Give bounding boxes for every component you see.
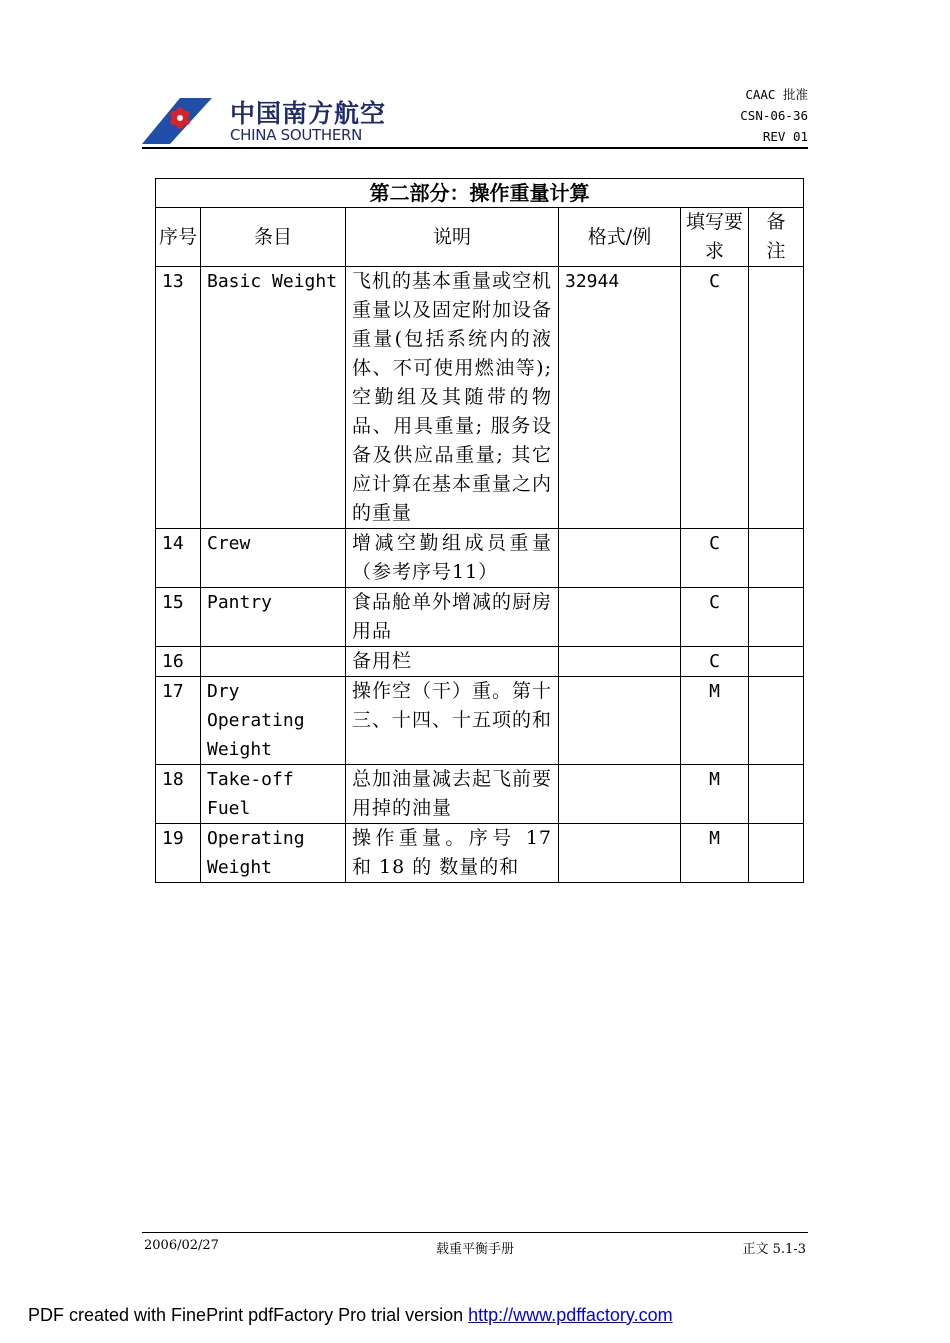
table-header-row: [156, 208, 804, 267]
approval-label: CAAC 批准: [745, 87, 808, 102]
cell-format: [559, 765, 681, 824]
cell-requirement: M: [681, 677, 749, 765]
cell-description: 增减空勤组成员重量（参考序号11）: [346, 529, 559, 588]
logo-english-name: CHINA SOUTHERN: [230, 126, 363, 144]
cell-note: [749, 588, 804, 647]
table-row: [156, 588, 804, 647]
cell-item: Take-off Fuel: [201, 765, 346, 824]
cell-item: Operating Weight: [201, 824, 346, 883]
document-code: CSN-06-36: [740, 108, 808, 123]
cell-seq: 13: [156, 267, 201, 529]
cell-format: [559, 529, 681, 588]
cell-requirement: C: [681, 529, 749, 588]
page-footer: [142, 1238, 808, 1258]
footer-divider: [142, 1232, 808, 1233]
header-divider: [142, 147, 808, 149]
table-row: [156, 267, 804, 529]
page-header: [142, 88, 808, 148]
table-row: [156, 765, 804, 824]
logo-chinese-name: 中国南方航空: [230, 99, 387, 128]
table-row: [156, 824, 804, 883]
footer-manual-title: 载重平衡手册: [435, 1242, 514, 1257]
operating-weight-table: [155, 178, 804, 883]
cell-requirement: M: [681, 765, 749, 824]
cell-item: Basic Weight: [201, 267, 346, 529]
cell-note: [749, 824, 804, 883]
cell-seq: 19: [156, 824, 201, 883]
cell-description: 食品舱单外增减的厨房用品: [346, 588, 559, 647]
cell-format: [559, 824, 681, 883]
cell-seq: 14: [156, 529, 201, 588]
cell-requirement: C: [681, 588, 749, 647]
table-row: [156, 647, 804, 677]
cell-description: 操作空（干）重。第十三、十四、十五项的和: [346, 677, 559, 765]
footer-date: 2006/02/27: [144, 1238, 219, 1253]
cell-description: 飞机的基本重量或空机重量以及固定附加设备重量(包括系统内的液体、不可使用燃油等); 空勤组及其随带的物品、用具重量; 服务设备及供应品重量; 其它应计算在基本重量之内的重量: [346, 267, 559, 529]
china-southern-tail-logo: [142, 96, 212, 144]
header-description: 说明: [346, 208, 559, 267]
cell-seq: 17: [156, 677, 201, 765]
cell-description: 备用栏: [346, 647, 559, 677]
cell-note: [749, 529, 804, 588]
cell-description: 操作重量。序号 17 和 18 的 数量的和: [346, 824, 559, 883]
cell-requirement: C: [681, 647, 749, 677]
cell-seq: 15: [156, 588, 201, 647]
table-title-row: [156, 179, 804, 208]
cell-seq: 16: [156, 647, 201, 677]
cell-item: Pantry: [201, 588, 346, 647]
cell-format: [559, 647, 681, 677]
table-row: [156, 529, 804, 588]
cell-item: Crew: [201, 529, 346, 588]
cell-seq: 18: [156, 765, 201, 824]
cell-format: [559, 677, 681, 765]
header-note: 备注: [749, 208, 804, 267]
cell-note: [749, 677, 804, 765]
cell-description: 总加油量减去起飞前要用掉的油量: [346, 765, 559, 824]
cell-format: 32944: [559, 267, 681, 529]
table-title: 第二部分：操作重量计算: [156, 179, 804, 208]
cell-item: Dry Operating Weight: [201, 677, 346, 765]
table-row: [156, 677, 804, 765]
header-seq: 序号: [156, 208, 201, 267]
footer-page-number: 正文 5.1-3: [742, 1242, 806, 1257]
cell-note: [749, 765, 804, 824]
cell-note: [749, 267, 804, 529]
pdf-creator-note: [28, 1305, 673, 1326]
header-requirement: 填写要求: [681, 208, 749, 267]
cell-format: [559, 588, 681, 647]
cell-note: [749, 647, 804, 677]
pdf-note-text: PDF created with FinePrint pdfFactory Pro trial version: [28, 1305, 469, 1325]
header-item: 条目: [201, 208, 346, 267]
pdffactory-link[interactable]: http://www.pdffactory.com: [468, 1305, 673, 1325]
cell-requirement: C: [681, 267, 749, 529]
header-format: 格式/例: [559, 208, 681, 267]
cell-item: [201, 647, 346, 677]
document-meta: [740, 84, 808, 147]
revision-label: REV 01: [762, 129, 808, 144]
cell-requirement: M: [681, 824, 749, 883]
